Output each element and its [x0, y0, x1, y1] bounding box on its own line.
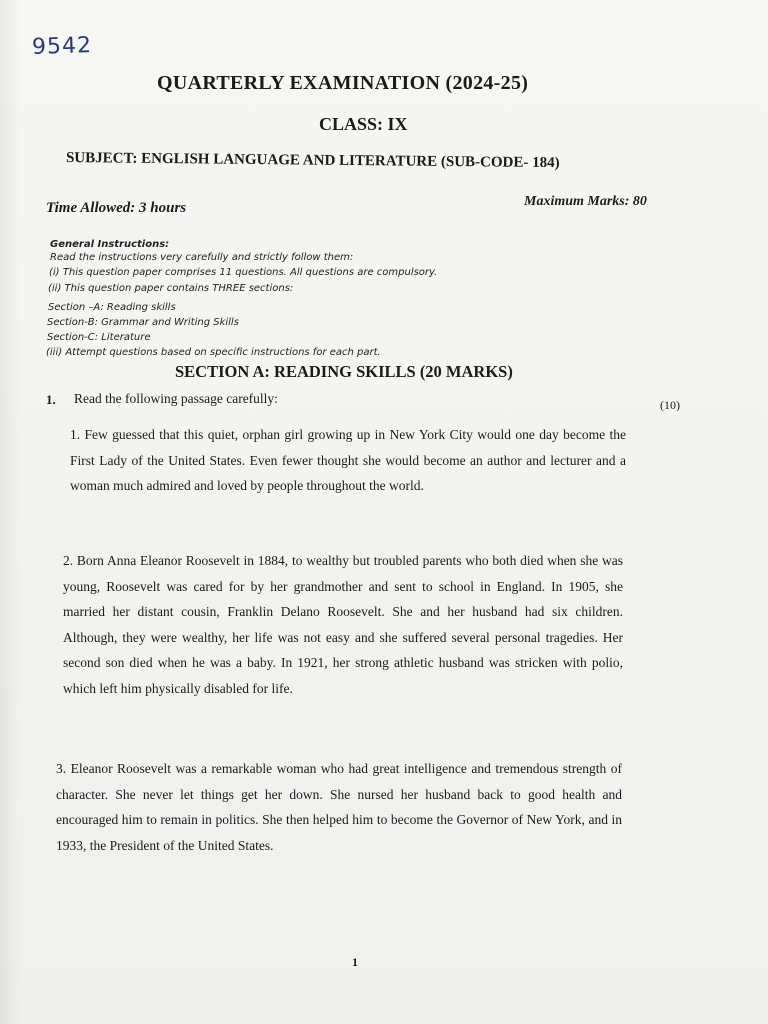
question-number: 1. [46, 392, 56, 407]
question-marks: (10) [660, 398, 680, 412]
instruction-line: Section-B: Grammar and Writing Skills [47, 317, 239, 328]
instruction-line: (i) This question paper comprises 11 questions. All questions are compulsory. [49, 267, 438, 278]
instruction-line: Read the instructions very carefully and strictly follow them: [50, 252, 354, 263]
page-number: 1 [352, 955, 358, 969]
instruction-line: (iii) Attempt questions based on specific instructions for each part. [46, 347, 381, 358]
passage-paragraph: 2. Born Anna Eleanor Roosevelt in 1884, to wealthy but troubled parents who both died when she was young, Roosevelt was cared for by her grandmother and sent to school in England. In 1905, she married her distant cousin, Franklin Delano Roosevelt. She and her husband had six children. Although, they were wealthy, her life was not easy and she suffered several personal tragedies. Her second son died when he was a baby. In 1921, her strong athletic husband was stricken with polio, which left him physically disabled for life. [63, 553, 623, 696]
instructions-heading: General Instructions: [50, 239, 170, 250]
maximum-marks: Maximum Marks: 80 [524, 194, 647, 209]
instruction-line: Section-C: Literature [47, 332, 151, 343]
passage-paragraph: 1. Few guessed that this quiet, orphan girl growing up in New York City would one day become the First Lady of the United States. Even fewer thought she would become an author and lecturer and a woman much admired and loved by people throughout the world. [70, 427, 626, 493]
question-text: Read the following passage carefully: [74, 391, 278, 406]
handwritten-note: 9542 [31, 32, 93, 61]
exam-title: QUARTERLY EXAMINATION (2024-25) [157, 72, 529, 94]
section-a-heading: SECTION A: READING SKILLS (20 MARKS) [175, 362, 513, 381]
time-allowed: Time Allowed: 3 hours [46, 200, 187, 216]
paper-shadow [0, 0, 20, 1024]
instruction-line: Section –A: Reading skills [48, 302, 176, 313]
subject-label: SUBJECT: ENGLISH LANGUAGE AND LITERATURE (SUB-CODE- 184) [65, 150, 560, 172]
passage-paragraph: 3. Eleanor Roosevelt was a remarkable woman who had great intelligence and tremendous strength of character. She never let things get her down. She nursed her husband back to good health and encouraged him to remain in politics. She then helped him to become the Governor of New York, and in 1933, the President of the United States. [56, 761, 622, 853]
class-label: CLASS: IX [319, 114, 408, 134]
instruction-line: (ii) This question paper contains THREE sections: [48, 283, 294, 294]
